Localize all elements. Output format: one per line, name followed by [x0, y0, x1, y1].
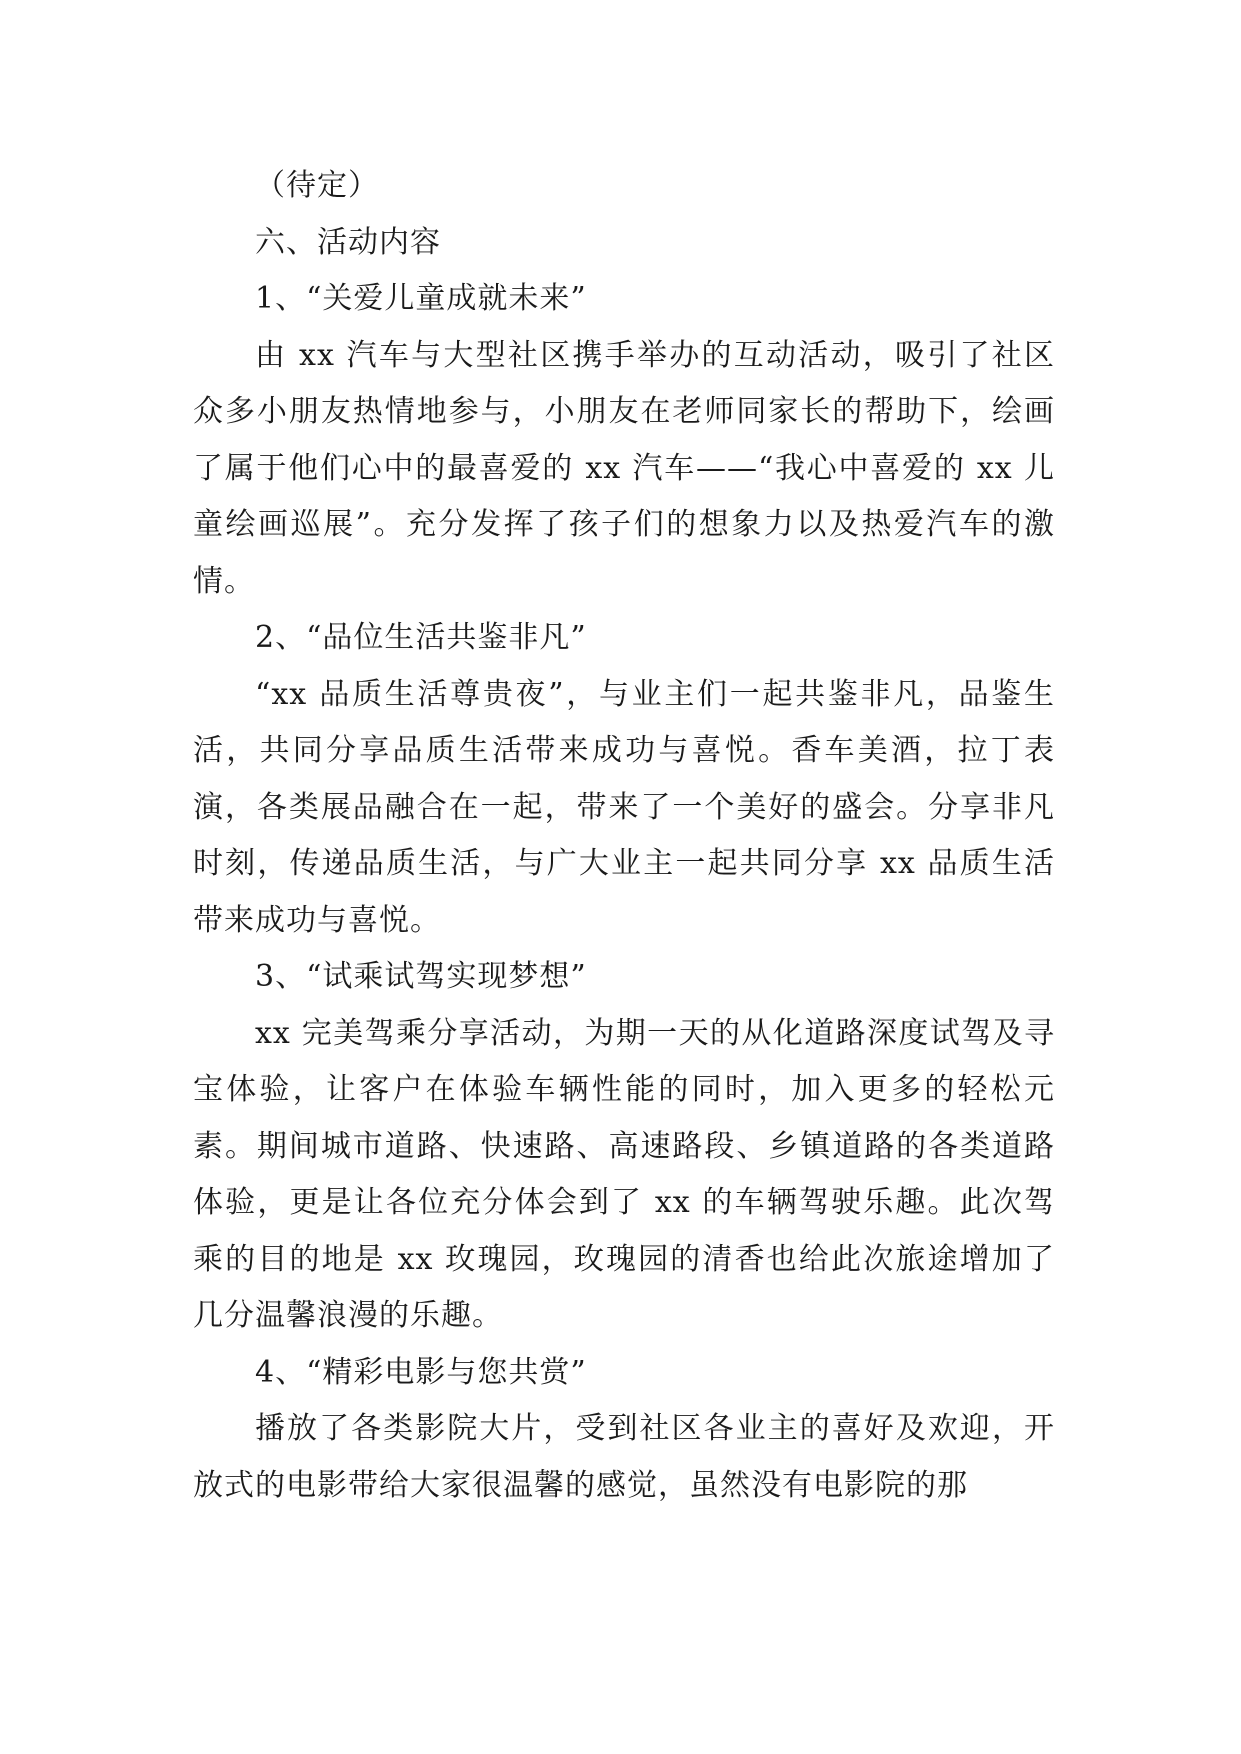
subheading-4: 4、“精彩电影与您共赏”: [255, 1354, 587, 1390]
subheading-3: 3、“试乘试驾实现梦想”: [255, 959, 587, 994]
document-body: [193, 158, 1055, 1514]
section-heading-activity-content: 六、活动内容: [255, 224, 441, 260]
subheading-2: 2、“品位生活共鉴非凡”: [255, 620, 587, 655]
paragraph-3: xx 完美驾乘分享活动，为期一天的从化道路深度试驾及寻宝体验，让客户在体验车辆性能的同时，加入更多的轻松元素。期间城市道路、快速路、高速路段、乡镇道路的各类道路体验，更是让各位充分体会到了 xx 的车辆驾驶乐趣。此次驾乘的目的地是 xx 玫瑰园，玫瑰园的清香也给此次旅途增加了几分温馨浪漫的乐趣。: [193, 1015, 1055, 1333]
paragraph-2: “xx 品质生活尊贵夜”，与业主们一起共鉴非凡，品鉴生活，共同分享品质生活带来成功与喜悦。香车美酒，拉丁表演，各类展品融合在一起，带来了一个美好的盛会。分享非凡时刻，传递品质生活，与广大业主一起共同分享 xx 品质生活带来成功与喜悦。: [193, 676, 1055, 938]
subheading-1: 1、“关爱儿童成就未来”: [255, 281, 587, 316]
pending-note: （待定）: [255, 168, 379, 203]
paragraph-4: 播放了各类影院大片，受到社区各业主的喜好及欢迎，开放式的电影带给大家很温馨的感觉，虽然没有电影院的那: [193, 1411, 1055, 1503]
paragraph-1: 由 xx 汽车与大型社区携手举办的互动活动，吸引了社区众多小朋友热情地参与，小朋友在老师同家长的帮助下，绘画了属于他们心中的最喜爱的 xx 汽车——“我心中喜爱的 xx 儿童绘画巡展”。充分发挥了孩子们的想象力以及热爱汽车的激情。: [193, 337, 1055, 599]
